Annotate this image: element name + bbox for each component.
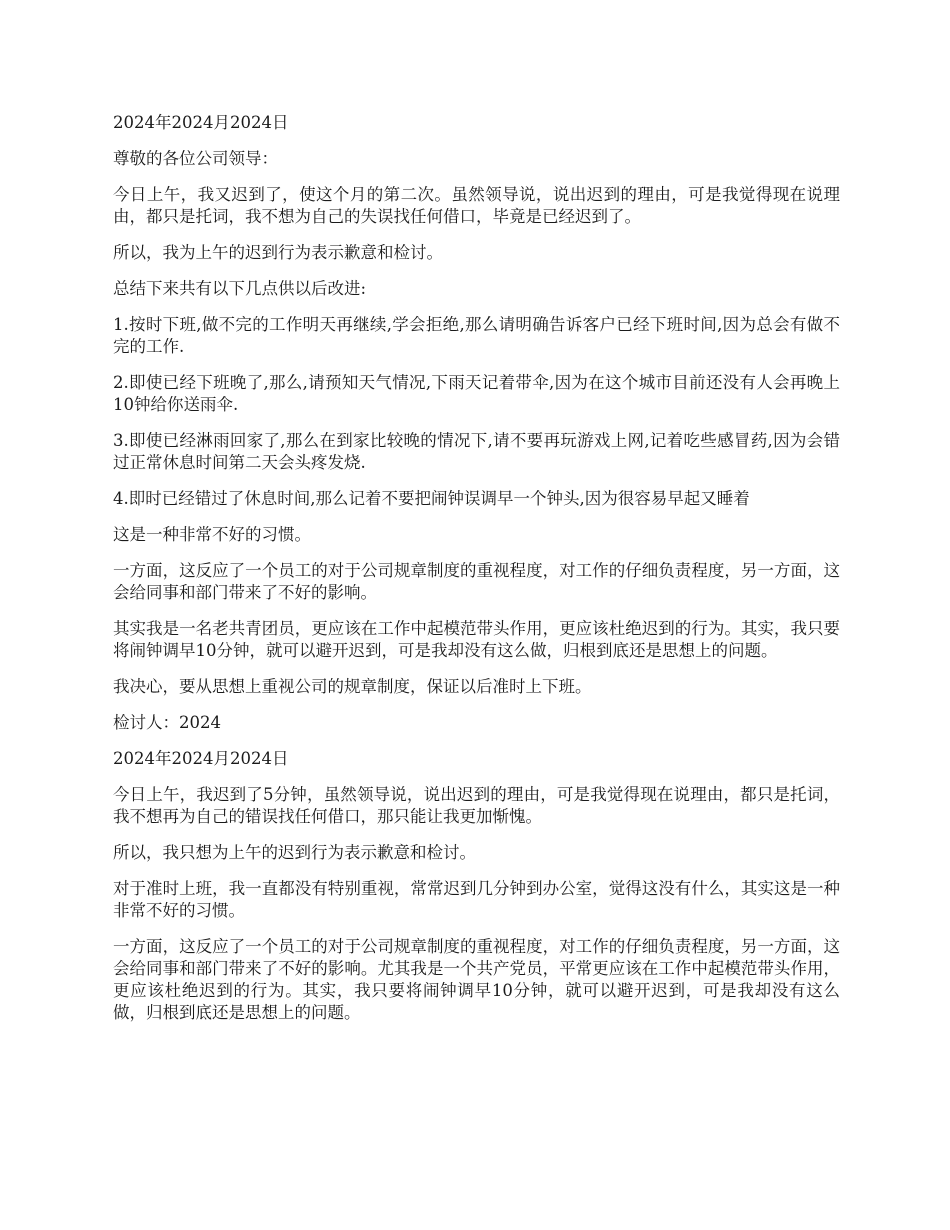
paragraph: 总结下来共有以下几点供以后改进: bbox=[113, 279, 367, 298]
list-item: 3.即使已经淋雨回家了,那么在到家比较晚的情况下,请不要再玩游戏上网,记着吃些感冒药,因为会错过正常休息时间第二天会头疼发烧. bbox=[113, 431, 840, 472]
paragraph: 今日上午，我又迟到了，使这个月的第二次。虽然领导说，说出迟到的理由，可是我觉得现在说理由，都只是托词，我不想为自己的失误找任何借口，毕竟是已经迟到了。 bbox=[113, 185, 840, 226]
paragraph: 这是一种非常不好的习惯。 bbox=[113, 525, 311, 544]
paragraph: 一方面，这反应了一个员工的对于公司规章制度的重视程度，对工作的仔细负责程度，另一方面，这会给同事和部门带来了不好的影响。 bbox=[113, 561, 840, 602]
document-body bbox=[113, 112, 840, 1038]
signature-line: 检讨人：2024 bbox=[113, 713, 221, 732]
date-line: 2024年2024月2024日 bbox=[113, 113, 289, 132]
paragraph: 所以，我为上午的迟到行为表示歉意和检讨。 bbox=[113, 243, 443, 262]
salutation: 尊敬的各位公司领导： bbox=[113, 149, 278, 168]
date-line: 2024年2024月2024日 bbox=[113, 749, 289, 768]
list-item: 4.即时已经错过了休息时间,那么记着不要把闹钟误调早一个钟头,因为很容易早起又睡着 bbox=[113, 489, 750, 508]
list-item: 1.按时下班,做不完的工作明天再继续,学会拒绝,那么请明确告诉客户已经下班时间,因为总会有做不完的工作. bbox=[113, 315, 840, 356]
paragraph: 所以，我只想为上午的迟到行为表示歉意和检讨。 bbox=[113, 843, 476, 862]
list-item: 2.即使已经下班晚了,那么,请预知天气情况,下雨天记着带伞,因为在这个城市目前还没有人会再晚上10钟给你送雨伞. bbox=[113, 373, 840, 414]
paragraph: 今日上午，我迟到了5分钟，虽然领导说，说出迟到的理由，可是我觉得现在说理由，都只是托词，我不想再为自己的错误找任何借口，那只能让我更加惭愧。 bbox=[113, 785, 840, 826]
paragraph: 其实我是一名老共青团员，更应该在工作中起模范带头作用，更应该杜绝迟到的行为。其实，我只要将闹钟调早10分钟，就可以避开迟到，可是我却没有这么做，归根到底还是思想上的问题。 bbox=[113, 619, 840, 660]
paragraph: 我决心，要从思想上重视公司的规章制度，保证以后准时上下班。 bbox=[113, 677, 592, 696]
paragraph: 一方面，这反应了一个员工的对于公司规章制度的重视程度，对工作的仔细负责程度，另一方面，这会给同事和部门带来了不好的影响。尤其我是一个共产党员，平常更应该在工作中起模范带头作用，更应该杜绝迟到的行为。其实，我只要将闹钟调早10分钟，就可以避开迟到，可是我却没有这么做，归根到底还是思想上的问题。 bbox=[113, 937, 840, 1022]
paragraph: 对于准时上班，我一直都没有特别重视，常常迟到几分钟到办公室，觉得这没有什么，其实这是一种非常不好的习惯。 bbox=[113, 879, 840, 920]
